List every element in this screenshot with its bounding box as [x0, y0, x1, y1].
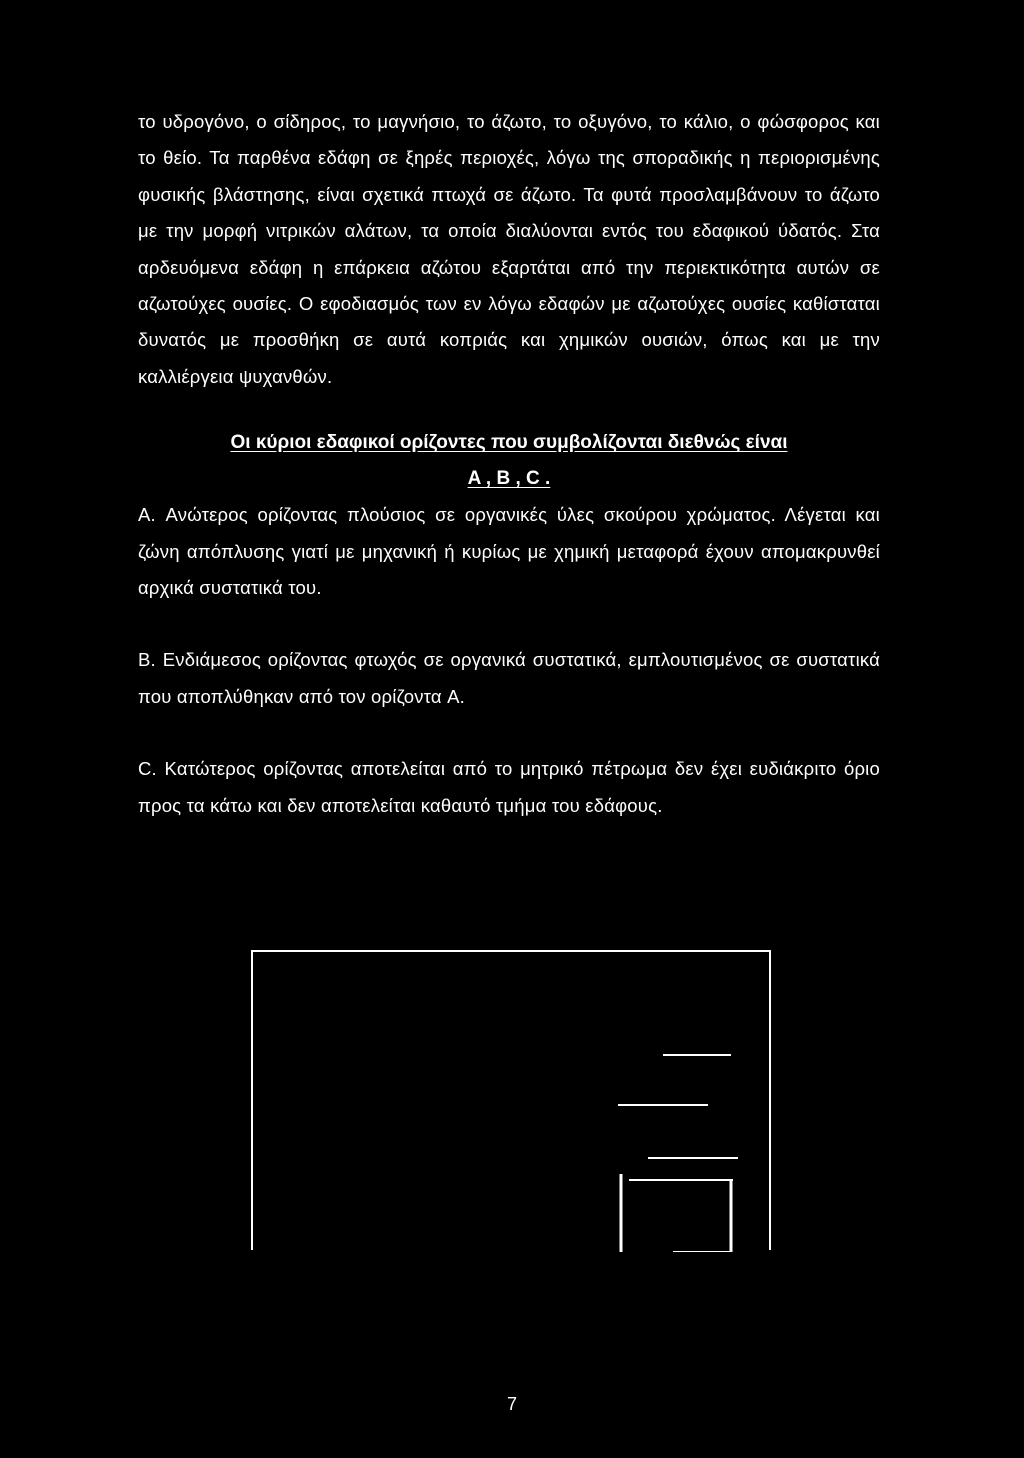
horizon-a-paragraph: A. Ανώτερος ορίζοντας πλούσιος σε οργανικές ύλες σκούρου χρώματος. Λέγεται και ζώνη απόπλυσης γιατί με μηχανική ή κυρίως με χημική μεταφορά έχουν απομακρυνθεί αρχικά συστατικά του.: [138, 504, 880, 599]
figure-lines: [253, 952, 773, 1252]
soil-profile-figure: [251, 950, 771, 1250]
paragraph-spacer: [138, 715, 880, 751]
section-heading-letters: A , B , C .: [467, 468, 551, 490]
document-page: [138, 104, 880, 824]
horizon-b-paragraph: B. Ενδιάμεσος ορίζοντας φτωχός σε οργανικά συστατικά, εμπλουτισμένος σε συστατικά που αποπλύθηκαν από τον ορίζοντα A.: [138, 649, 880, 707]
intro-paragraph: το υδρογόνο, ο σίδηρος, το μαγνήσιο, το άζωτο, το οξυγόνο, το κάλιο, ο φώσφορος και το θείο. Τα παρθένα εδάφη σε ξηρές περιοχές, λόγω της σποραδικής η περιορισμένης φυσικής βλάστησης, είναι σχετικά πτωχά σε άζωτο. Τα φυτά προσλαμβάνουν το άζωτο με την μορφή νιτρικών αλάτων, τα οποία διαλύονται εντός του εδαφικού ύδατός. Στα αρδευόμενα εδάφη η επάρκεια αζώτου εξαρτάται από την περιεκτικότητα αυτών σε αζωτούχες ουσίες. Ο εφοδιασμός των εν λόγω εδαφών με αζωτούχες ουσίες καθίσταται δυνατός με προσθήκη σε αυτά κοπριάς και χημικών ουσιών, όπως και με την καλλιέργεια ψυχανθών.: [138, 111, 880, 387]
section-heading: Οι κύριοι εδαφικοί ορίζοντες που συμβολίζονται διεθνώς είναι: [230, 432, 788, 454]
paragraph-spacer: [138, 606, 880, 642]
page-number: 7: [506, 1394, 517, 1414]
horizon-c-paragraph: C. Κατώτερος ορίζοντας αποτελείται από το μητρικό πέτρωμα δεν έχει ευδιάκριτο όριο προς τα κάτω και δεν αποτελείται καθαυτό τμήμα του εδάφους.: [138, 758, 880, 816]
